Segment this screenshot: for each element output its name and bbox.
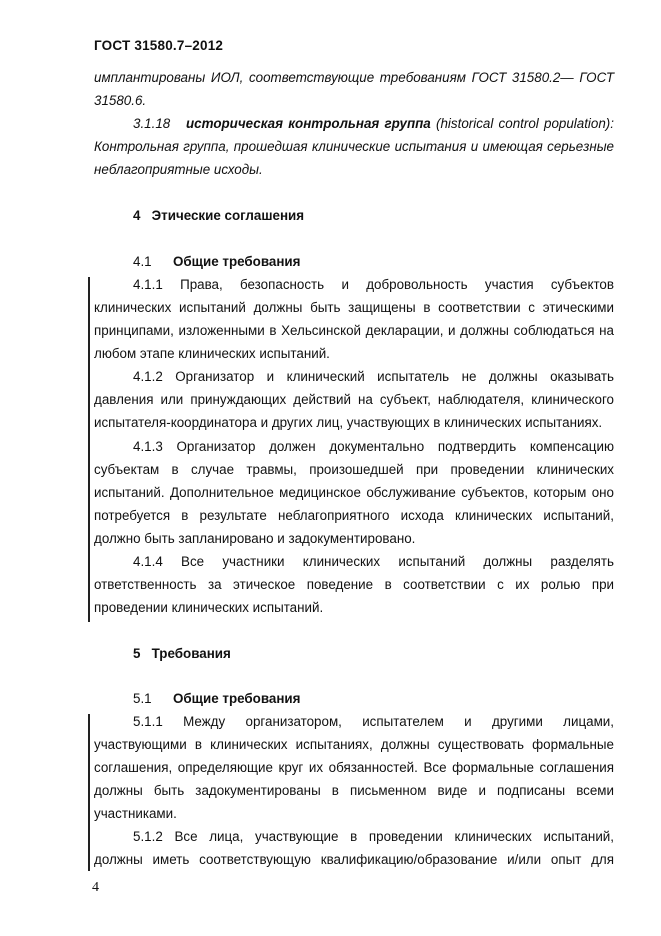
text-line: ответственность за этическое поведение в соответствии с их ролью при — [94, 577, 614, 592]
paragraph-first-line: 4.1.4 Все участники клинических испытаний должны разделять — [133, 554, 614, 569]
text-line: Контрольная группа, прошедшая клинические испытания и имеющая серьезные — [94, 139, 614, 154]
paragraph-first-line: 5.1.1 Между организатором, испытателем и другими лицами, — [133, 714, 614, 729]
paragraph-first-line: 4.1.3 Организатор должен документально подтвердить компенсацию — [133, 439, 614, 454]
paragraph-first-line: 4.1.1 Права, безопасность и добровольность участия субъектов — [133, 277, 614, 292]
subsection-number: 4.1 — [133, 254, 152, 269]
text-line: должно быть запланировано и задокументировано. — [94, 531, 416, 546]
section-heading: 5 Требования — [133, 646, 231, 661]
text-line: клинических испытаний должны быть защищены в соответствии с этическими — [94, 300, 614, 315]
text-line: имплантированы ИОЛ, соответствующие требованиям ГОСТ 31580.2— ГОСТ — [94, 70, 614, 85]
change-bar — [88, 277, 90, 622]
text-line: соглашения, определяющие круг их обязанностей. Все формальные соглашения — [94, 760, 614, 775]
definition-first-line — [133, 115, 614, 133]
text-line: участниками. — [94, 806, 177, 821]
subsection-title: Общие требования — [173, 691, 301, 706]
text-line: испытателя-координатора и других лиц, участвующих в клинических испытаниях. — [94, 415, 603, 430]
paragraph-first-line: 5.1.2 Все лица, участвующие в проведении клинических испытаний, — [133, 829, 614, 844]
subsection-number: 5.1 — [133, 691, 152, 706]
text-line: принципами, изложенными в Хельсинской декларации, и должны соблюдаться на — [94, 323, 614, 338]
text-line: давления или принуждающих действий на субъект, наблюдателя, клинического — [94, 392, 614, 407]
text-line: испытаний. Дополнительное медицинское обслуживание субъектов, которым оно — [94, 485, 614, 500]
text-line: субъектам в случае травмы, произошедшей при проведении клинических — [94, 462, 614, 477]
text-line: проведении клинических испытаний. — [94, 600, 324, 615]
subsection-title: Общие требования — [173, 254, 301, 269]
text-line: должны быть задокументированы в письменном виде и подписаны всеми — [94, 783, 614, 798]
text-line: потребуется в результате неблагоприятного исхода клинических испытаний, — [94, 508, 614, 523]
section-title: Этические соглашения — [151, 208, 305, 223]
text-line: неблагоприятные исходы. — [94, 162, 263, 177]
page-number: 4 — [92, 880, 99, 895]
document-header: ГОСТ 31580.7–2012 — [94, 38, 224, 53]
section-title: Требования — [151, 646, 231, 661]
definition-term: историческая контрольная группа — [185, 116, 431, 131]
definition-term-en: (historical control population): — [436, 116, 614, 131]
text-line: любом этапе клинических испытаний. — [94, 346, 330, 361]
section-heading: 4 Этические соглашения — [133, 208, 305, 223]
paragraph-first-line: 4.1.2 Организатор и клинический испытатель не должны оказывать — [133, 369, 614, 384]
text-line: участвующими в клинических испытаниях, должны существовать формальные — [94, 737, 614, 752]
text-line: должны иметь соответствующую квалификацию/образование и/или опыт для — [94, 852, 614, 867]
change-bar — [88, 714, 90, 871]
text-line: 31580.6. — [94, 93, 147, 108]
definition-number: 3.1.18 — [133, 116, 171, 131]
